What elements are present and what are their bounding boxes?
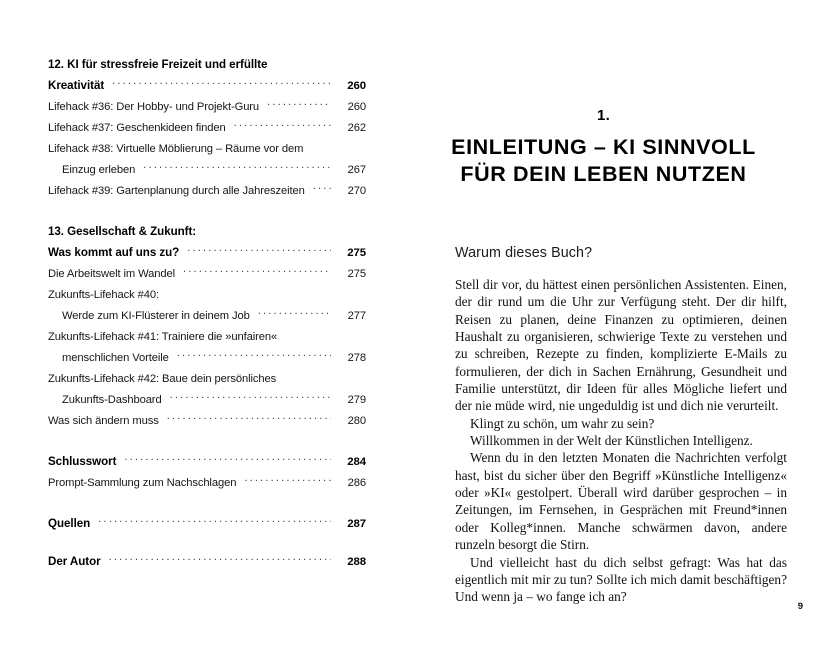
toc-entry-wrapline: 12. KI für stressfreie Freizeit und erfüllte [48, 58, 268, 71]
toc-entry-title: Zukunfts-Dashboard [62, 394, 162, 406]
toc-entry-wrapline: 13. Gesellschaft & Zukunft: [48, 225, 197, 238]
toc-entry-row[interactable] [48, 264, 366, 285]
toc-heading-row[interactable] [48, 221, 366, 264]
toc-heading-row[interactable] [48, 513, 366, 535]
toc-entry-line [48, 551, 366, 573]
toc-entry-title: Lifehack #39: Gartenplanung durch alle Jahreszeiten [48, 185, 305, 197]
toc-entry-row[interactable] [48, 139, 366, 181]
toc-heading-row[interactable] [48, 551, 366, 573]
toc-entry-line [48, 451, 366, 473]
toc-dot-leader [98, 514, 331, 527]
toc-page-number: 260 [347, 80, 366, 92]
toc-block-spacer [48, 494, 366, 513]
toc-entry-row[interactable] [48, 369, 366, 411]
toc-entry-line [48, 242, 366, 264]
table-of-contents [48, 54, 366, 573]
toc-dot-leader [124, 452, 331, 465]
toc-page-number: 284 [347, 456, 366, 468]
toc-entry-title: Quellen [48, 517, 91, 530]
chapter-title [416, 134, 791, 188]
toc-dot-leader [170, 390, 331, 403]
toc-dot-leader [183, 264, 331, 277]
body-paragraph: Wenn du in den letzten Monaten die Nachrichten verfolgt hast, bist du sicher über den Begriff »Künstliche Intelligenz« oder »KI« gestolpert. Überall wird darüber gesprochen – in Zeitungen, im Fernsehen, in Gesprächen mit Freund*innen oder Kolleg*innen. Manche schwärmen davon, andere runzeln besorgt die Stirn. [455, 450, 787, 553]
toc-dot-leader [143, 160, 331, 173]
toc-entry-line [48, 181, 366, 202]
toc-entry-line [48, 306, 366, 327]
toc-entry-line [48, 160, 366, 181]
toc-entry-title: Werde zum KI-Flüsterer in deinem Job [62, 310, 250, 322]
chapter-title-line: FÜR DEIN LEBEN NUTZEN [460, 162, 747, 186]
toc-page-number: 275 [347, 247, 366, 259]
chapter-title-line: EINLEITUNG – KI SINNVOLL [451, 135, 756, 159]
toc-dot-leader [234, 118, 331, 131]
body-paragraph: Stell dir vor, du hättest einen persönlichen Assistenten. Einen, der dir rund um die Uhr zur Verfügung steht. Der dir hilft, Reisen zu planen, deine Finanzen zu optimieren, deinen Haushalt zu organisieren, schwierige Texte zu verstehen und zu schreiben, Rezepte zu finden, komplizierte E-Mails zu formulieren, der dich in Sachen Ernährung, Gesundheit und Familie unterstützt, dir Ideen für alles Mögliche liefert und der nie müde wird, nie ungeduldig ist und dich nie verurteilt. [455, 277, 787, 414]
section-subheading: Warum dieses Buch? [455, 245, 593, 261]
toc-page-number: 278 [347, 352, 366, 364]
page-number-folio: 9 [797, 601, 803, 612]
toc-block-backmatter-schlusswort [48, 451, 366, 494]
toc-dot-leader [313, 181, 331, 194]
toc-entry-title: Die Arbeitswelt im Wandel [48, 268, 176, 280]
toc-block-chapter-13 [48, 221, 366, 432]
body-paragraph: Willkommen in der Welt der Künstlichen Intelligenz. [470, 433, 753, 449]
right-page [416, 0, 833, 648]
toc-heading-row[interactable] [48, 54, 366, 97]
toc-page-number: 286 [347, 477, 366, 489]
toc-entry-row[interactable] [48, 118, 366, 139]
toc-entry-title: Kreativität [48, 79, 105, 92]
toc-block-spacer [48, 202, 366, 221]
toc-page-number: 262 [347, 122, 366, 134]
toc-entry-row[interactable] [48, 97, 366, 118]
toc-block-chapter-12 [48, 54, 366, 202]
toc-page-number: 270 [347, 185, 366, 197]
chapter-number: 1. [596, 107, 611, 124]
toc-entry-row[interactable] [48, 411, 366, 432]
toc-entry-line [48, 390, 366, 411]
toc-dot-leader [177, 348, 331, 361]
toc-dot-leader [112, 76, 331, 89]
toc-dot-leader [167, 411, 331, 424]
toc-entry-line [48, 264, 366, 285]
toc-block-spacer [48, 432, 366, 451]
toc-page-number: 288 [347, 556, 366, 568]
toc-entry-wrapline: Zukunfts-Lifehack #42: Baue dein persönliches [48, 373, 277, 385]
toc-entry-row[interactable] [48, 285, 366, 327]
toc-entry-wrapline: Lifehack #38: Virtuelle Möblierung – Räume vor dem [48, 143, 304, 155]
toc-entry-title: Der Autor [48, 555, 101, 568]
toc-entry-title: Lifehack #36: Der Hobby- und Projekt-Guru [48, 101, 260, 113]
body-paragraph: Klingt zu schön, um wahr zu sein? [470, 415, 655, 431]
left-page [0, 0, 416, 648]
toc-entry-line [48, 473, 366, 494]
toc-block-backmatter-autor [48, 551, 366, 573]
toc-block-spacer [48, 535, 366, 551]
toc-entry-title: Was kommt auf uns zu? [48, 246, 180, 259]
toc-page-number: 267 [347, 164, 366, 176]
toc-entry-wrapline: Zukunfts-Lifehack #40: [48, 289, 159, 301]
toc-dot-leader [244, 473, 331, 486]
toc-entry-title: Lifehack #37: Geschenkideen finden [48, 122, 226, 134]
toc-page-number: 260 [347, 101, 366, 113]
toc-page-number: 280 [347, 415, 366, 427]
toc-dot-leader [187, 243, 331, 256]
body-paragraph: Und vielleicht hast du dich selbst gefragt: Was hat das eigentlich mit mir zu tun? Sollte ich mich damit beschäftigen? Und wenn ja – wo fange ich an? [455, 554, 787, 605]
toc-entry-row[interactable] [48, 327, 366, 369]
toc-page-number: 277 [347, 310, 366, 322]
toc-entry-row[interactable] [48, 181, 366, 202]
toc-entry-line [48, 118, 366, 139]
toc-entry-line [48, 411, 366, 432]
toc-entry-title: Schlusswort [48, 455, 117, 468]
toc-dot-leader [109, 552, 331, 565]
toc-dot-leader [258, 306, 331, 319]
chapter-body-text [455, 276, 787, 606]
toc-heading-row[interactable] [48, 451, 366, 473]
toc-block-backmatter-quellen [48, 513, 366, 535]
toc-entry-line [48, 75, 366, 97]
toc-dot-leader [267, 97, 331, 110]
toc-page-number: 279 [347, 394, 366, 406]
toc-page-number: 275 [347, 268, 366, 280]
toc-entry-title: Einzug erleben [62, 164, 136, 176]
toc-entry-row[interactable] [48, 473, 366, 494]
toc-entry-line [48, 513, 366, 535]
toc-entry-line [48, 97, 366, 118]
toc-entry-line [48, 348, 366, 369]
toc-entry-wrapline: Zukunfts-Lifehack #41: Trainiere die »unfairen« [48, 331, 278, 343]
toc-entry-title: Was sich ändern muss [48, 415, 159, 427]
toc-entry-title: Prompt-Sammlung zum Nachschlagen [48, 477, 237, 489]
toc-page-number: 287 [347, 518, 366, 530]
toc-entry-title: menschlichen Vorteile [62, 352, 169, 364]
